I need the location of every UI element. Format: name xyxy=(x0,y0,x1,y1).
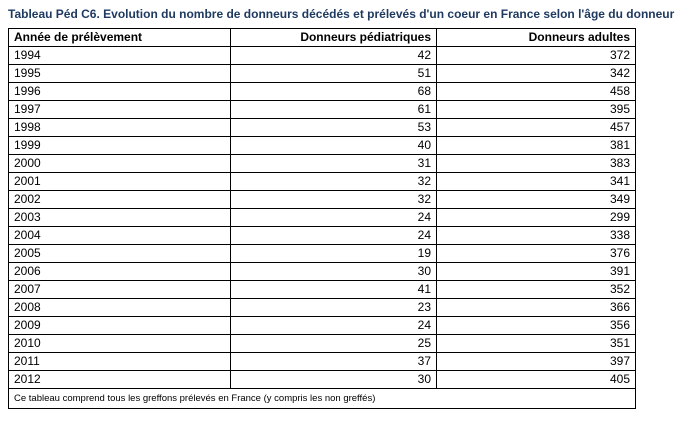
adult-cell: 299 xyxy=(437,209,636,227)
year-cell: 2006 xyxy=(9,263,231,281)
year-cell: 1998 xyxy=(9,119,231,137)
pediatric-cell: 19 xyxy=(231,245,437,263)
year-cell: 2009 xyxy=(9,317,231,335)
pediatric-cell: 30 xyxy=(231,371,437,389)
adult-cell: 352 xyxy=(437,281,636,299)
table-row xyxy=(9,245,636,263)
adult-cell: 338 xyxy=(437,227,636,245)
adult-cell: 341 xyxy=(437,173,636,191)
table-row xyxy=(9,371,636,389)
table-row xyxy=(9,155,636,173)
year-cell: 2004 xyxy=(9,227,231,245)
table-row xyxy=(9,191,636,209)
adult-cell: 342 xyxy=(437,65,636,83)
year-cell: 2003 xyxy=(9,209,231,227)
adult-cell: 405 xyxy=(437,371,636,389)
table-title: Tableau Péd C6. Evolution du nombre de donneurs décédés et prélevés d'un coeur en France selon l'âge du donneur xyxy=(8,7,675,21)
adult-cell: 457 xyxy=(437,119,636,137)
adult-cell: 349 xyxy=(437,191,636,209)
header-pediatric-donors: Donneurs pédiatriques xyxy=(231,29,437,47)
table-row xyxy=(9,281,636,299)
pediatric-cell: 23 xyxy=(231,299,437,317)
table-footnote: Ce tableau comprend tous les greffons prélevés en France (y compris les non greffés) xyxy=(9,389,636,409)
pediatric-cell: 42 xyxy=(231,47,437,65)
adult-cell: 376 xyxy=(437,245,636,263)
year-cell: 2010 xyxy=(9,335,231,353)
pediatric-cell: 51 xyxy=(231,65,437,83)
pediatric-cell: 24 xyxy=(231,317,437,335)
header-adult-donors: Donneurs adultes xyxy=(437,29,636,47)
data-table xyxy=(8,28,636,409)
year-cell: 1999 xyxy=(9,137,231,155)
adult-cell: 458 xyxy=(437,83,636,101)
pediatric-cell: 32 xyxy=(231,191,437,209)
adult-cell: 351 xyxy=(437,335,636,353)
table-row xyxy=(9,101,636,119)
table-row xyxy=(9,137,636,155)
header-year: Année de prélèvement xyxy=(9,29,231,47)
table-row xyxy=(9,353,636,371)
year-cell: 2012 xyxy=(9,371,231,389)
table-row xyxy=(9,227,636,245)
adult-cell: 383 xyxy=(437,155,636,173)
year-cell: 2008 xyxy=(9,299,231,317)
pediatric-cell: 32 xyxy=(231,173,437,191)
adult-cell: 397 xyxy=(437,353,636,371)
header-row xyxy=(9,29,636,47)
adult-cell: 391 xyxy=(437,263,636,281)
year-cell: 2000 xyxy=(9,155,231,173)
footnote-row xyxy=(9,389,636,409)
pediatric-cell: 37 xyxy=(231,353,437,371)
year-cell: 1995 xyxy=(9,65,231,83)
table-row xyxy=(9,119,636,137)
table-row xyxy=(9,47,636,65)
pediatric-cell: 24 xyxy=(231,227,437,245)
year-cell: 1997 xyxy=(9,101,231,119)
pediatric-cell: 61 xyxy=(231,101,437,119)
adult-cell: 372 xyxy=(437,47,636,65)
year-cell: 2011 xyxy=(9,353,231,371)
table-body xyxy=(9,47,636,409)
pediatric-cell: 41 xyxy=(231,281,437,299)
year-cell: 1994 xyxy=(9,47,231,65)
pediatric-cell: 31 xyxy=(231,155,437,173)
table-row xyxy=(9,335,636,353)
pediatric-cell: 40 xyxy=(231,137,437,155)
year-cell: 2007 xyxy=(9,281,231,299)
adult-cell: 356 xyxy=(437,317,636,335)
year-cell: 2002 xyxy=(9,191,231,209)
year-cell: 1996 xyxy=(9,83,231,101)
year-cell: 2001 xyxy=(9,173,231,191)
adult-cell: 395 xyxy=(437,101,636,119)
table-row xyxy=(9,65,636,83)
adult-cell: 381 xyxy=(437,137,636,155)
pediatric-cell: 68 xyxy=(231,83,437,101)
pediatric-cell: 25 xyxy=(231,335,437,353)
table-row xyxy=(9,83,636,101)
table-row xyxy=(9,209,636,227)
table-row xyxy=(9,263,636,281)
pediatric-cell: 53 xyxy=(231,119,437,137)
table-row xyxy=(9,317,636,335)
pediatric-cell: 30 xyxy=(231,263,437,281)
table-row xyxy=(9,173,636,191)
pediatric-cell: 24 xyxy=(231,209,437,227)
table-row xyxy=(9,299,636,317)
adult-cell: 366 xyxy=(437,299,636,317)
year-cell: 2005 xyxy=(9,245,231,263)
